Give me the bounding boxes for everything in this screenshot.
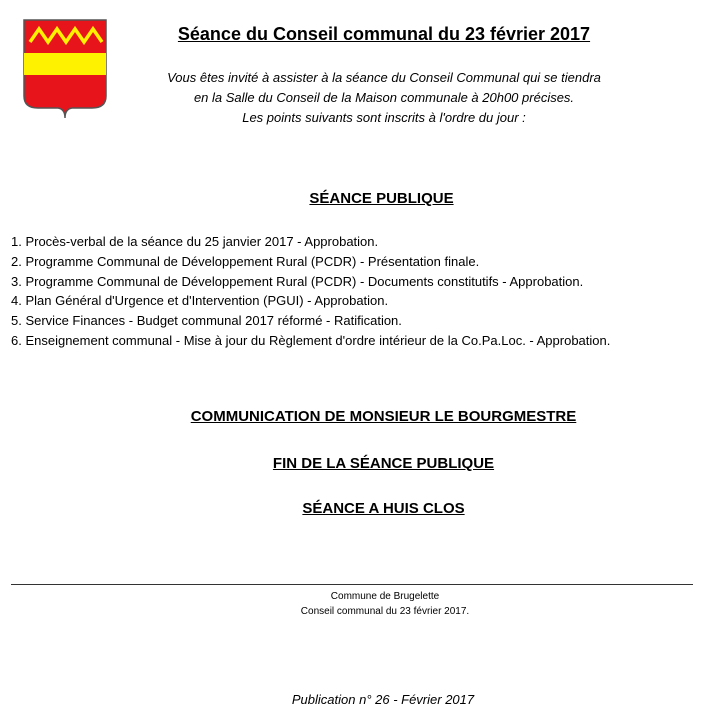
intro-line: en la Salle du Conseil de la Maison communale à 20h00 précises.: [193, 90, 575, 105]
agenda-item: 5. Service Finances - Budget communal 2017 réformé - Ratification.: [11, 313, 402, 329]
footer-commune: Commune de Brugelette: [330, 591, 440, 602]
shield-yellow-band: [24, 53, 106, 75]
agenda-item: 3. Programme Communal de Développement Rural (PCDR) - Documents constitutifs - Approbation.: [11, 273, 584, 289]
intro-line: Vous êtes invité à assister à la séance du Conseil Communal qui se tiendra: [167, 70, 601, 85]
publication-note: Publication n° 26 - Février 2017: [291, 692, 475, 707]
coat-of-arms-icon: [22, 18, 108, 120]
closed-session-heading: SÉANCE A HUIS CLOS: [302, 500, 465, 517]
agenda-item: 6. Enseignement communal - Mise à jour du Règlement d'ordre intérieur de la Co.Pa.Loc. - Approbation.: [11, 332, 611, 348]
end-public-session-heading: FIN DE LA SÉANCE PUBLIQUE: [272, 455, 495, 472]
footer: [230, 589, 540, 619]
agenda-item: 4. Plan Général d'Urgence et d'Intervention (PGUI) - Approbation.: [11, 293, 389, 309]
footer-divider: [11, 584, 693, 585]
agenda-item: 2. Programme Communal de Développement Rural (PCDR) - Présentation finale.: [11, 253, 480, 269]
public-session-heading: SÉANCE PUBLIQUE: [309, 190, 454, 207]
agenda-item: 1. Procès-verbal de la séance du 25 janvier 2017 - Approbation.: [11, 234, 379, 249]
agenda-list: [11, 232, 701, 351]
intro-line: Les points suivants sont inscrits à l'ordre du jour :: [242, 110, 526, 125]
page-title: Séance du Conseil communal du 23 février 2017: [177, 24, 591, 44]
communication-heading: COMMUNICATION DE MONSIEUR LE BOURGMESTRE: [190, 408, 577, 425]
intro-text: [110, 68, 658, 128]
footer-council: Conseil communal du 23 février 2017.: [300, 606, 470, 617]
